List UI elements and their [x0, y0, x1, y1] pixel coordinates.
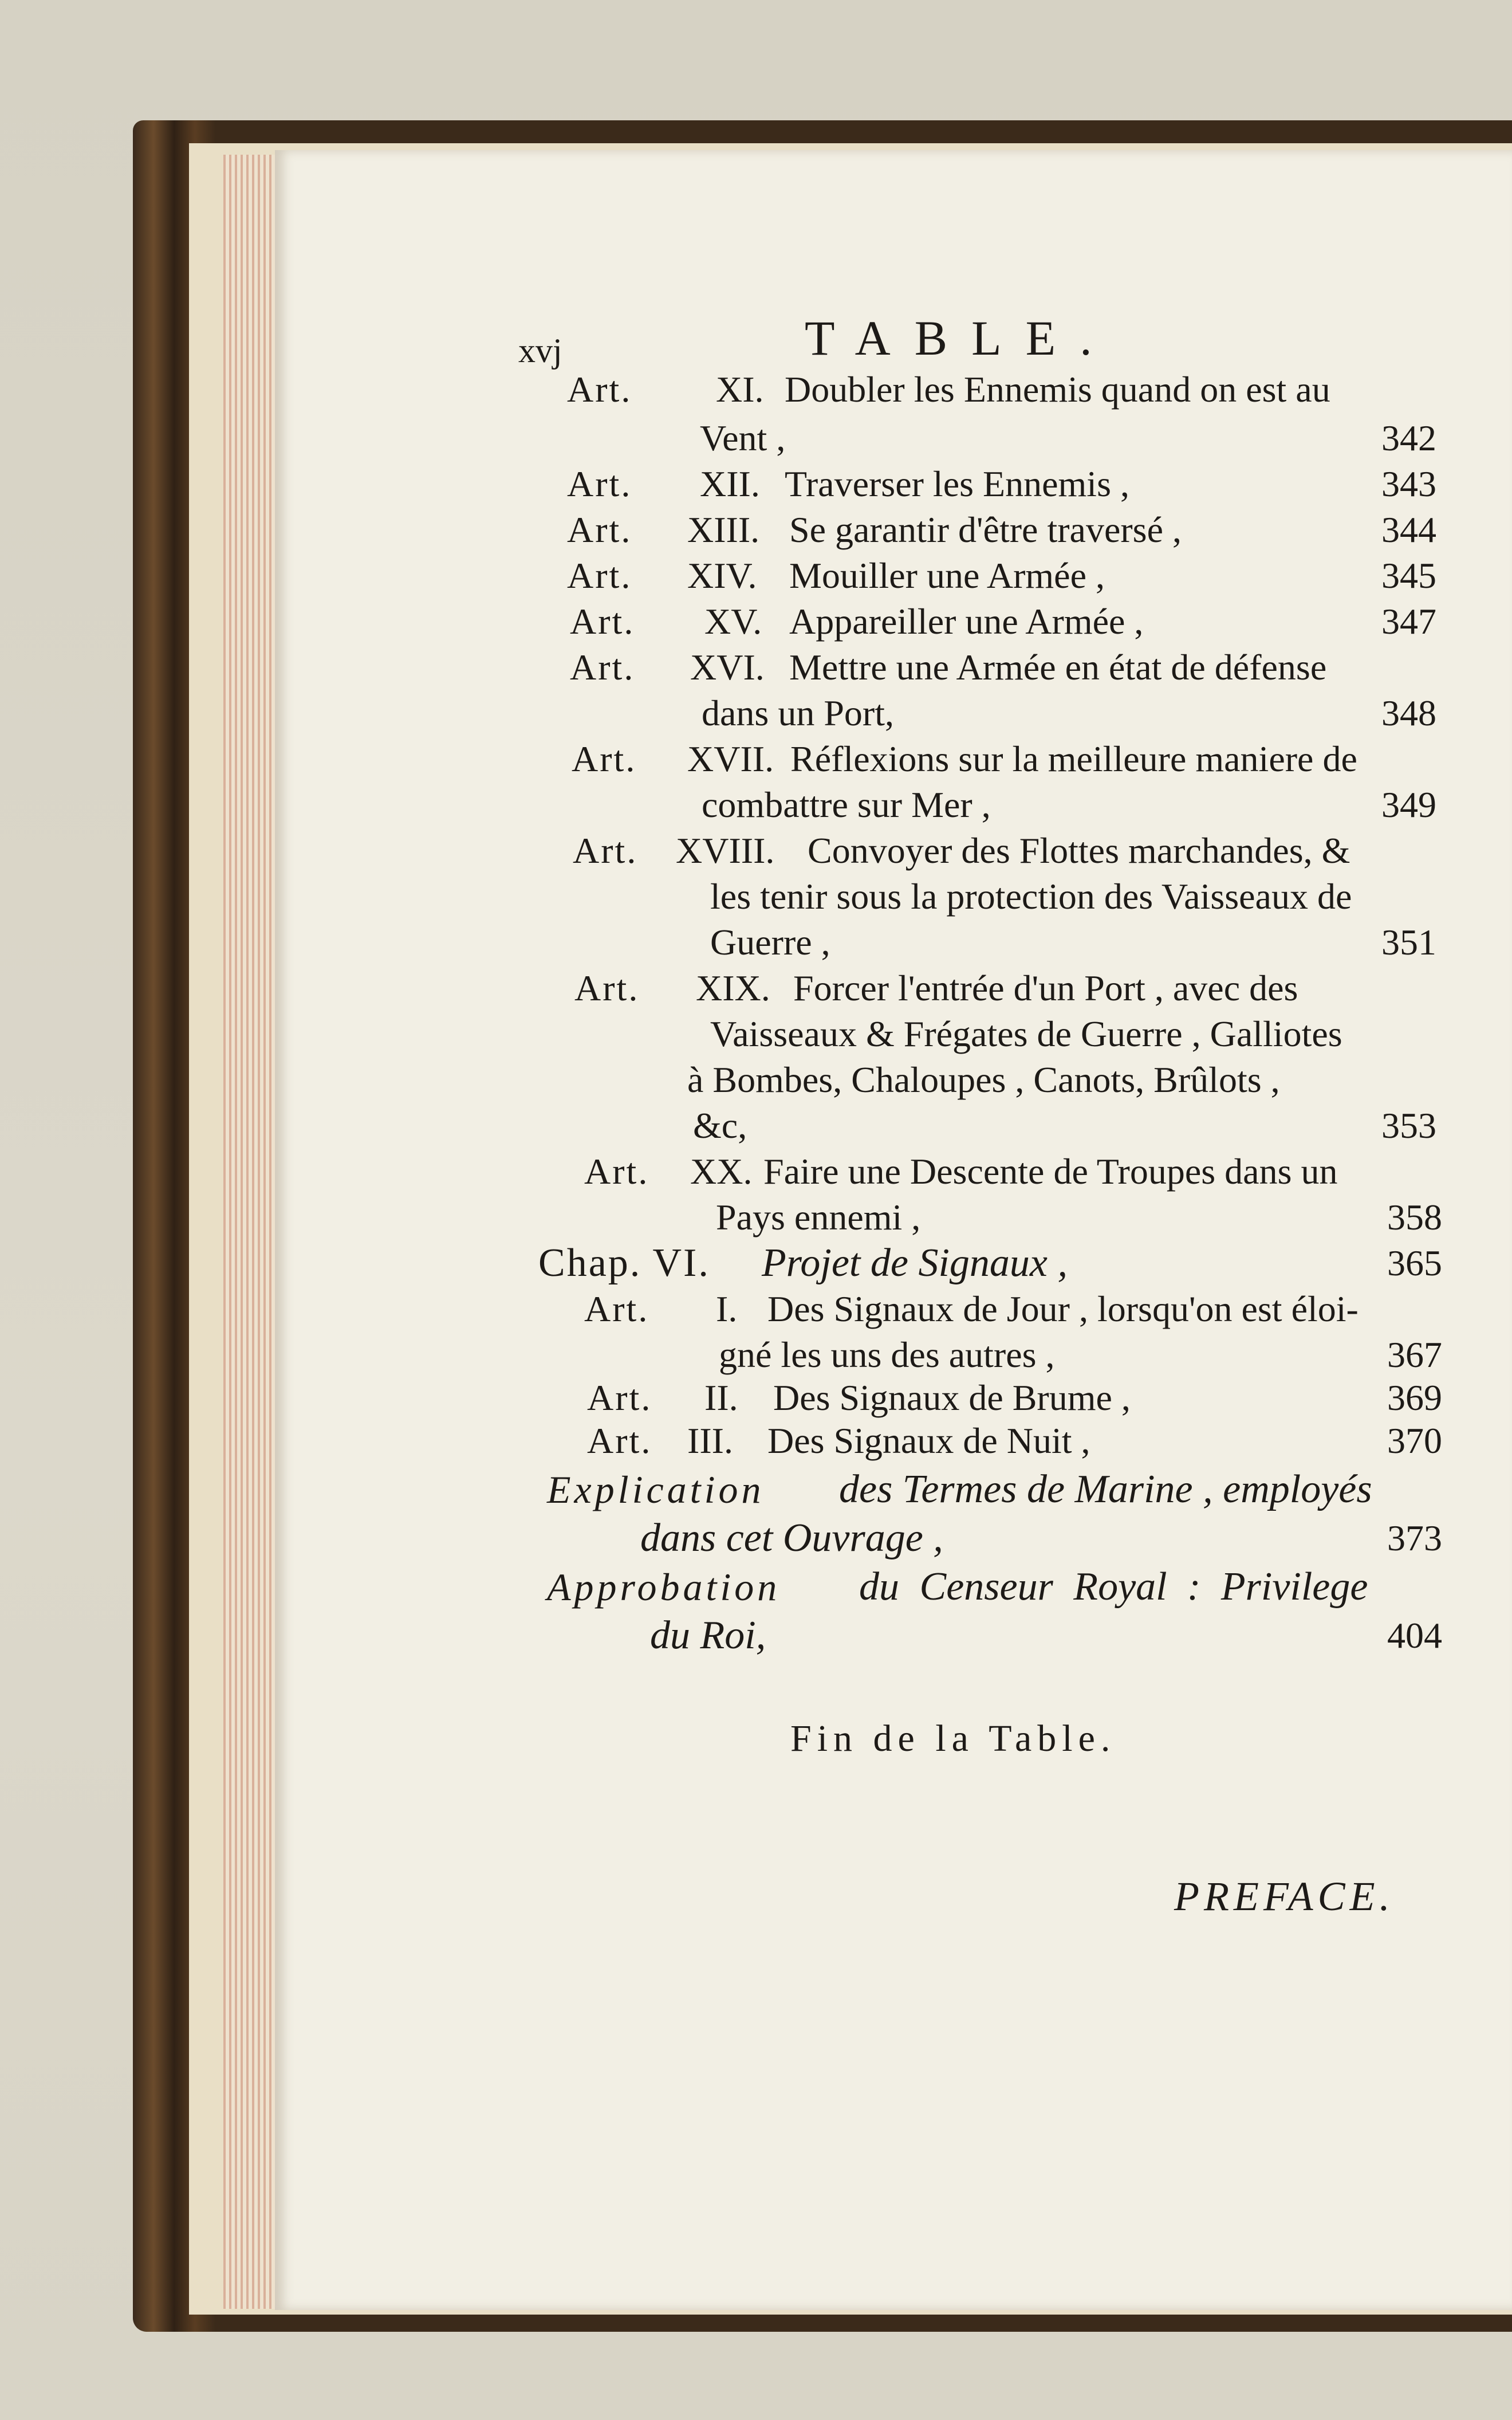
entry-art-label: Art. [567, 509, 632, 550]
entry-text-continued: combattre sur Mer , [702, 784, 991, 825]
chapter-page: 365 [1387, 1243, 1442, 1283]
entry-text: Faire une Descente de Troupes dans un [763, 1151, 1338, 1192]
entry-art-label: Art. [574, 968, 640, 1008]
approbation-page: 404 [1387, 1615, 1442, 1656]
entry-art-label: Art. [567, 555, 632, 596]
entry-text-continued: dans un Port, [702, 693, 894, 733]
entry-page: 344 [1381, 509, 1436, 550]
entry-text: Des Signaux de Brume , [773, 1377, 1131, 1418]
entry-number: XVI. [690, 647, 765, 688]
explication-text-continued: dans cet Ouvrage , [640, 1516, 943, 1560]
page-number: xvj [518, 332, 562, 370]
entry-number: XIX. [696, 968, 770, 1008]
entry-page: 351 [1381, 922, 1436, 962]
entry-art-label: Art. [584, 1151, 649, 1192]
entry-page: 348 [1381, 693, 1436, 733]
entry-text: Se garantir d'être traversé , [789, 509, 1182, 550]
explication-label: Explication [547, 1468, 765, 1511]
entry-art-label: Art. [570, 647, 635, 688]
entry-text: Appareiller une Armée , [789, 601, 1144, 642]
entry-number: XIV. [687, 555, 757, 596]
entry-page: 349 [1381, 784, 1436, 825]
end-of-table: Fin de la Table. [790, 1718, 1116, 1759]
entry-number: XV. [704, 601, 762, 642]
entry-number: XII. [700, 463, 760, 504]
entry-art-label: Art. [567, 369, 632, 410]
entry-text-continued: à Bombes, Chaloupes , Canots, Brûlots , [687, 1059, 1280, 1100]
explication-page: 373 [1387, 1518, 1442, 1558]
entry-text: Forcer l'entrée d'un Port , avec des [793, 968, 1298, 1008]
entry-text-continued: Vent , [700, 418, 786, 458]
entry-number: III. [687, 1420, 733, 1461]
entry-page: 358 [1387, 1197, 1442, 1238]
entry-page: 343 [1381, 463, 1436, 504]
entry-art-label: Art. [567, 463, 632, 504]
entry-text-continued: gné les uns des autres , [719, 1334, 1055, 1375]
entry-art-label: Art. [587, 1377, 652, 1418]
entry-text: Convoyer des Flottes marchandes, & [808, 830, 1350, 871]
catchword: PREFACE. [1174, 1873, 1395, 1919]
entry-number: XVIII. [676, 830, 775, 871]
entry-text: Réflexions sur la meilleure maniere de [790, 738, 1357, 779]
explication-text: des Termes de Marine , employés [839, 1467, 1372, 1511]
entry-number: II. [704, 1377, 738, 1418]
entry-art-label: Art. [570, 601, 635, 642]
entry-page: 370 [1387, 1420, 1442, 1461]
entry-page: 369 [1387, 1377, 1442, 1418]
approbation-text-continued: du Roi, [650, 1613, 766, 1657]
entry-number: XVII. [687, 738, 774, 779]
entry-page: 342 [1381, 418, 1436, 458]
entry-text: Mouiller une Armée , [789, 555, 1105, 596]
entry-number: XI. [716, 369, 764, 410]
entry-text-continued: Vaisseaux & Frégates de Guerre , Galliotes [710, 1013, 1342, 1054]
chapter-label: Chap. VI. [538, 1241, 710, 1285]
chapter-title: Projet de Signaux , [762, 1241, 1068, 1285]
entry-text: Doubler les Ennemis quand on est au [785, 369, 1330, 410]
approbation-text: du Censeur Royal : Privilege [859, 1565, 1368, 1609]
entry-number: XIII. [687, 509, 760, 550]
entry-art-label: Art. [587, 1420, 652, 1461]
entry-text-continued: les tenir sous la protection des Vaisseaux de [710, 876, 1352, 917]
entry-text-continued: Pays ennemi , [716, 1197, 921, 1238]
entry-art-label: Art. [573, 830, 638, 871]
entry-page: 347 [1381, 601, 1436, 642]
entry-text-continued: Guerre , [710, 922, 830, 962]
entry-text-continued: &c, [693, 1105, 747, 1146]
entry-text: Traverser les Ennemis , [785, 463, 1129, 504]
entry-page: 367 [1387, 1334, 1442, 1375]
page-title: TABLE. [805, 311, 1116, 366]
entry-text: Mettre une Armée en état de défense [789, 647, 1327, 688]
entry-text: Des Signaux de Nuit , [767, 1420, 1090, 1461]
entry-text: Des Signaux de Jour , lorsqu'on est éloi- [767, 1288, 1359, 1329]
approbation-label: Approbation [547, 1565, 781, 1609]
entry-page: 345 [1381, 555, 1436, 596]
entry-page: 353 [1381, 1105, 1436, 1146]
entry-art-label: Art. [572, 738, 637, 779]
entry-number: I. [716, 1288, 738, 1329]
entry-number: XX. [690, 1151, 753, 1192]
entry-art-label: Art. [584, 1288, 649, 1329]
